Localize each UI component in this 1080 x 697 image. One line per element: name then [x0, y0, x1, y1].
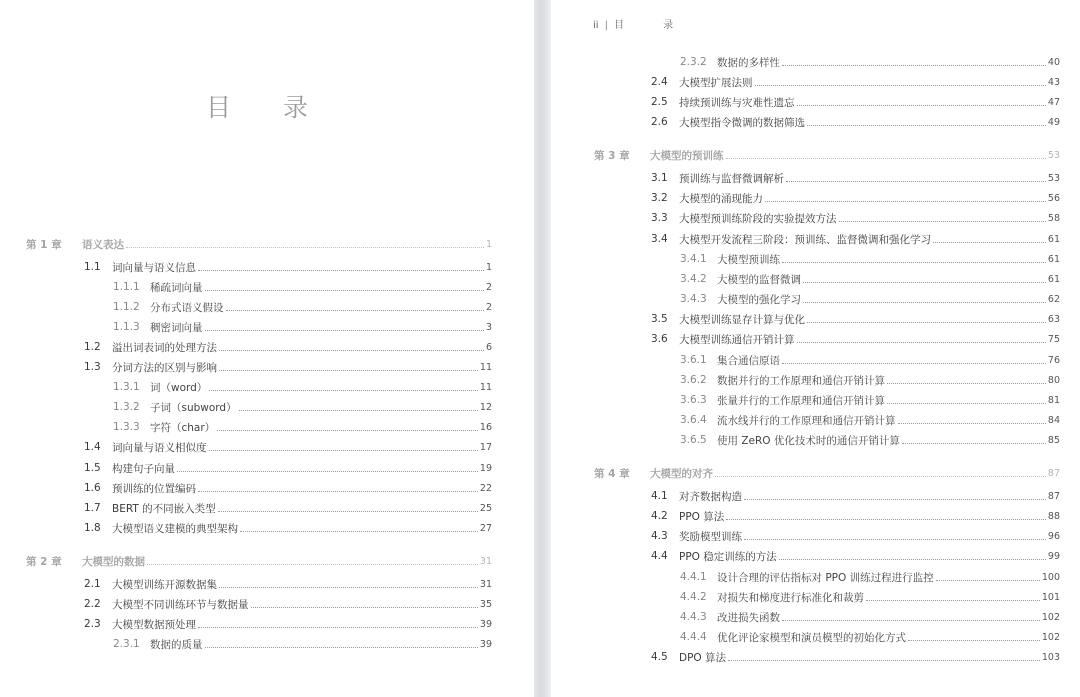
page-number: 3: [485, 321, 492, 333]
entry-title: 大模型数据预处理: [112, 618, 196, 631]
dot-leader: [715, 475, 1046, 477]
dot-leader: [205, 329, 484, 331]
toc-subsection-entry[interactable]: [680, 607, 1060, 627]
section-number: 2.4: [651, 76, 668, 88]
entry-title: 对齐数据构造: [679, 490, 742, 503]
toc-subsection-entry[interactable]: [680, 390, 1060, 410]
page-number: 25: [479, 502, 492, 514]
entry-title: 改进损失函数: [717, 611, 780, 624]
entry-title: 数据的质量: [150, 638, 203, 651]
page-number: 56: [1047, 192, 1060, 204]
dot-leader: [219, 349, 484, 351]
dot-leader: [198, 490, 478, 492]
page-number: 87: [1047, 490, 1060, 502]
toc-section-entry[interactable]: [651, 309, 1060, 329]
toc-section-entry[interactable]: [84, 337, 492, 357]
toc-subsection-entry[interactable]: [680, 370, 1060, 390]
dot-leader: [744, 498, 1046, 500]
entry-title: 数据并行的工作原理和通信开销计算: [717, 374, 885, 387]
section-number: 4.2: [651, 510, 668, 522]
toc-section-entry[interactable]: [84, 257, 492, 277]
subsection-number: 3.6.5: [680, 434, 707, 446]
toc-section-entry[interactable]: [84, 518, 492, 538]
entry-title: 溢出词表词的处理方法: [112, 341, 217, 354]
running-head-title: 目 录: [613, 20, 692, 31]
toc-section-entry[interactable]: [84, 594, 492, 614]
entry-title: 大模型的对齐: [650, 467, 713, 480]
entry-title: 大模型预训练阶段的实验提效方法: [679, 212, 837, 225]
section-number: 4.1: [651, 490, 668, 502]
page-number: 19: [479, 462, 492, 474]
dot-leader: [219, 586, 478, 588]
toc-subsection-entry[interactable]: [680, 410, 1060, 430]
subsection-number: 1.1.3: [113, 321, 140, 333]
page-number: 53: [1047, 149, 1060, 161]
entry-title: 字符（char）: [150, 421, 216, 434]
page-number: 103: [1041, 651, 1060, 663]
section-number: 2.6: [651, 116, 668, 128]
dot-leader: [226, 309, 484, 311]
toc-section-entry[interactable]: [651, 647, 1060, 667]
page-number: 81: [1047, 394, 1060, 406]
subsection-number: 2.3.1: [113, 638, 140, 650]
dot-leader: [744, 538, 1046, 540]
page-number: 2: [485, 281, 492, 293]
entry-title: 流水线并行的工作原理和通信开销计算: [717, 414, 896, 427]
toc-section-entry[interactable]: [651, 72, 1060, 92]
dot-leader: [240, 530, 478, 532]
dot-leader: [217, 429, 478, 431]
dot-leader: [807, 321, 1046, 323]
page-number: 22: [479, 482, 492, 494]
subsection-number: 1.3.2: [113, 401, 140, 413]
page-number: 102: [1041, 611, 1060, 623]
dot-leader: [782, 64, 1046, 66]
entry-title: 优化评论家模型和演员模型的初始化方式: [717, 631, 906, 644]
subsection-number: 3.4.1: [680, 253, 707, 265]
toc-section-entry[interactable]: [651, 329, 1060, 349]
entry-title: 大模型扩展法则: [679, 76, 753, 89]
entry-title: 大模型开发流程三阶段：预训练、监督微调和强化学习: [679, 233, 931, 246]
page-number: 1: [485, 238, 492, 250]
toc-title-char-2: 录: [283, 93, 311, 122]
dot-leader: [807, 124, 1046, 126]
toc-subsection-entry[interactable]: [113, 297, 492, 317]
toc-subsection-entry[interactable]: [680, 567, 1060, 587]
toc-title-char-1: 目: [206, 93, 234, 122]
toc-section-entry[interactable]: [651, 546, 1060, 566]
entry-title: 子词（subword）: [150, 401, 237, 414]
dot-leader: [209, 389, 478, 391]
dot-leader: [782, 261, 1046, 263]
toc-subsection-entry[interactable]: [113, 377, 492, 397]
toc-subsection-entry[interactable]: [113, 634, 492, 654]
dot-leader: [936, 579, 1040, 581]
subsection-number: 4.4.4: [680, 631, 707, 643]
toc-section-entry[interactable]: [651, 526, 1060, 546]
dot-leader: [219, 369, 478, 371]
section-number: 2.5: [651, 96, 668, 108]
subsection-number: 1.1.1: [113, 281, 140, 293]
section-number: 1.6: [84, 482, 101, 494]
dot-leader: [126, 246, 484, 248]
section-number: 1.3: [84, 361, 101, 373]
entry-title: 构建句子向量: [112, 462, 175, 475]
subsection-number: 3.6.1: [680, 354, 707, 366]
entry-title: 稠密词向量: [150, 321, 203, 334]
section-number: 3.3: [651, 212, 668, 224]
toc-subsection-entry[interactable]: [113, 317, 492, 337]
toc-subsection-entry[interactable]: [113, 417, 492, 437]
entry-title: 大模型的数据: [82, 555, 145, 568]
page-number: 31: [479, 555, 492, 567]
subsection-number: 3.4.2: [680, 273, 707, 285]
page-number: 61: [1047, 253, 1060, 265]
page-number: 80: [1047, 374, 1060, 386]
entry-title: 词（word）: [150, 381, 208, 394]
page-number: 88: [1047, 510, 1060, 522]
dot-leader: [782, 362, 1046, 364]
page-number: 75: [1047, 333, 1060, 345]
subsection-number: 4.4.1: [680, 571, 707, 583]
dot-leader: [198, 626, 478, 628]
entry-title: 设计合理的评估指标对 PPO 训练过程进行监控: [717, 571, 934, 584]
toc-subsection-entry[interactable]: [680, 289, 1060, 309]
page-number: 76: [1047, 354, 1060, 366]
page-number: 35: [479, 598, 492, 610]
toc-section-entry[interactable]: [84, 357, 492, 377]
subsection-number: 1.3.3: [113, 421, 140, 433]
toc-subsection-entry[interactable]: [680, 350, 1060, 370]
dot-leader: [728, 659, 1040, 661]
entry-title: 稀疏词向量: [150, 281, 203, 294]
dot-leader: [198, 269, 484, 271]
toc-chapter-entry[interactable]: [26, 551, 492, 571]
section-number: 3.2: [651, 192, 668, 204]
dot-leader: [205, 289, 484, 291]
page-number: 47: [1047, 96, 1060, 108]
toc-chapter-entry[interactable]: [26, 234, 492, 254]
page-number: 40: [1047, 56, 1060, 68]
page-number: 16: [479, 421, 492, 433]
toc-section-entry[interactable]: [651, 188, 1060, 208]
entry-title: 词向量与语义信息: [112, 261, 196, 274]
dot-leader: [765, 200, 1046, 202]
toc-title: [206, 88, 310, 124]
toc-section-entry[interactable]: [651, 506, 1060, 526]
toc-section-entry[interactable]: [84, 478, 492, 498]
section-number: 4.3: [651, 530, 668, 542]
page-number: 58: [1047, 212, 1060, 224]
dot-leader: [726, 518, 1046, 520]
dot-leader: [251, 606, 478, 608]
toc-chapter-entry[interactable]: [594, 463, 1060, 483]
running-head-page-number: ii: [593, 20, 599, 31]
dot-leader: [779, 558, 1046, 560]
running-head: [593, 16, 691, 31]
subsection-number: 4.4.3: [680, 611, 707, 623]
section-number: 3.1: [651, 172, 668, 184]
toc-subsection-entry[interactable]: [680, 52, 1060, 72]
entry-title: 大模型预训练: [717, 253, 780, 266]
section-number: 1.4: [84, 441, 101, 453]
page-number: 101: [1041, 591, 1060, 603]
dot-leader: [839, 220, 1046, 222]
entry-title: 数据的多样性: [717, 56, 780, 69]
entry-title: 对损失和梯度进行标准化和裁剪: [717, 591, 864, 604]
entry-title: 张量并行的工作原理和通信开销计算: [717, 394, 885, 407]
dot-leader: [218, 510, 478, 512]
entry-title: 预训练的位置编码: [112, 482, 196, 495]
page-number: 11: [479, 361, 492, 373]
page-number: 11: [479, 381, 492, 393]
entry-title: 分词方法的区别与影响: [112, 361, 217, 374]
toc-section-entry[interactable]: [651, 112, 1060, 132]
section-number: 1.1: [84, 261, 101, 273]
toc-subsection-entry[interactable]: [680, 430, 1060, 450]
chapter-number: 第 2 章: [26, 555, 62, 568]
page-number: 49: [1047, 116, 1060, 128]
page-number: 61: [1047, 233, 1060, 245]
entry-title: 大模型训练开源数据集: [112, 578, 217, 591]
entry-title: 大模型训练通信开销计算: [679, 333, 795, 346]
subsection-number: 3.6.4: [680, 414, 707, 426]
page-number: 99: [1047, 550, 1060, 562]
running-head-separator: |: [604, 20, 608, 31]
page-number: 102: [1041, 631, 1060, 643]
section-number: 1.2: [84, 341, 101, 353]
page-number: 53: [1047, 172, 1060, 184]
section-number: 3.6: [651, 333, 668, 345]
toc-subsection-entry[interactable]: [680, 627, 1060, 647]
entry-title: PPO 稳定训练的方法: [679, 550, 777, 563]
section-number: 1.7: [84, 502, 101, 514]
page-number: 62: [1047, 293, 1060, 305]
page-number: 100: [1041, 571, 1060, 583]
entry-title: 奖励模型训练: [679, 530, 742, 543]
book-spine-gutter: [534, 0, 551, 697]
page-number: 31: [479, 578, 492, 590]
page-number: 2: [485, 301, 492, 313]
chapter-number: 第 4 章: [594, 467, 630, 480]
dot-leader: [902, 442, 1046, 444]
page-number: 12: [479, 401, 492, 413]
entry-title: 大模型的监督微调: [717, 273, 801, 286]
subsection-number: 3.6.2: [680, 374, 707, 386]
entry-title: 持续预训练与灾难性遗忘: [679, 96, 795, 109]
page-number: 39: [479, 618, 492, 630]
entry-title: 大模型不同训练环节与数据量: [112, 598, 249, 611]
dot-leader: [797, 104, 1046, 106]
page-number: 17: [479, 441, 492, 453]
section-number: 2.2: [84, 598, 101, 610]
dot-leader: [908, 639, 1040, 641]
toc-section-entry[interactable]: [84, 574, 492, 594]
entry-title: DPO 算法: [679, 651, 727, 664]
dot-leader: [803, 301, 1046, 303]
toc-subsection-entry[interactable]: [680, 587, 1060, 607]
entry-title: 使用 ZeRO 优化技术时的通信开销计算: [717, 434, 900, 447]
page-number: 63: [1047, 313, 1060, 325]
entry-title: 词向量与语义相似度: [112, 441, 207, 454]
entry-title: 大模型指令微调的数据筛选: [679, 116, 805, 129]
page-number: 96: [1047, 530, 1060, 542]
entry-title: 大模型训练显存计算与优化: [679, 313, 805, 326]
entry-title: 大模型的强化学习: [717, 293, 801, 306]
toc-section-entry[interactable]: [651, 486, 1060, 506]
page-number: 39: [479, 638, 492, 650]
subsection-number: 1.3.1: [113, 381, 140, 393]
entry-title: 语义表达: [82, 238, 124, 251]
page-number: 87: [1047, 467, 1060, 479]
page-number: 85: [1047, 434, 1060, 446]
dot-leader: [782, 619, 1040, 621]
toc-subsection-entry[interactable]: [113, 277, 492, 297]
chapter-number: 第 3 章: [594, 149, 630, 162]
toc-section-entry[interactable]: [84, 498, 492, 518]
entry-title: 预训练与监督微调解析: [679, 172, 784, 185]
chapter-number: 第 1 章: [26, 238, 62, 251]
toc-section-entry[interactable]: [84, 458, 492, 478]
section-number: 3.4: [651, 233, 668, 245]
dot-leader: [726, 157, 1046, 159]
entry-title: 分布式语义假设: [150, 301, 224, 314]
page-number: 84: [1047, 414, 1060, 426]
dot-leader: [239, 409, 478, 411]
toc-section-entry[interactable]: [651, 208, 1060, 228]
subsection-number: 1.1.2: [113, 301, 140, 313]
subsection-number: 3.6.3: [680, 394, 707, 406]
section-number: 4.4: [651, 550, 668, 562]
dot-leader: [797, 341, 1046, 343]
dot-leader: [205, 646, 478, 648]
page-number: 27: [479, 522, 492, 534]
entry-title: 集合通信原语: [717, 354, 780, 367]
toc-section-entry[interactable]: [651, 168, 1060, 188]
toc-section-entry[interactable]: [84, 437, 492, 457]
subsection-number: 4.4.2: [680, 591, 707, 603]
dot-leader: [933, 241, 1046, 243]
entry-title: 大模型的涌现能力: [679, 192, 763, 205]
dot-leader: [887, 382, 1046, 384]
entry-title: 大模型的预训练: [650, 149, 724, 162]
entry-title: 大模型语义建模的典型架构: [112, 522, 238, 535]
toc-section-entry[interactable]: [651, 229, 1060, 249]
dot-leader: [209, 449, 478, 451]
toc-subsection-entry[interactable]: [113, 397, 492, 417]
dot-leader: [898, 422, 1046, 424]
toc-subsection-entry[interactable]: [680, 249, 1060, 269]
section-number: 4.5: [651, 651, 668, 663]
section-number: 1.8: [84, 522, 101, 534]
dot-leader: [786, 180, 1046, 182]
toc-subsection-entry[interactable]: [680, 269, 1060, 289]
dot-leader: [177, 470, 478, 472]
subsection-number: 3.4.3: [680, 293, 707, 305]
entry-title: PPO 算法: [679, 510, 725, 523]
dot-leader: [755, 84, 1046, 86]
dot-leader: [147, 563, 478, 565]
dot-leader: [887, 402, 1046, 404]
toc-chapter-entry[interactable]: [594, 145, 1060, 165]
section-number: 3.5: [651, 313, 668, 325]
dot-leader: [803, 281, 1046, 283]
page-number: 1: [485, 261, 492, 273]
page-number: 6: [485, 341, 492, 353]
toc-section-entry[interactable]: [651, 92, 1060, 112]
dot-leader: [866, 599, 1040, 601]
page-number: 43: [1047, 76, 1060, 88]
toc-section-entry[interactable]: [84, 614, 492, 634]
section-number: 1.5: [84, 462, 101, 474]
page-number: 61: [1047, 273, 1060, 285]
subsection-number: 2.3.2: [680, 56, 707, 68]
section-number: 2.1: [84, 578, 101, 590]
entry-title: BERT 的不同嵌入类型: [112, 502, 216, 515]
section-number: 2.3: [84, 618, 101, 630]
